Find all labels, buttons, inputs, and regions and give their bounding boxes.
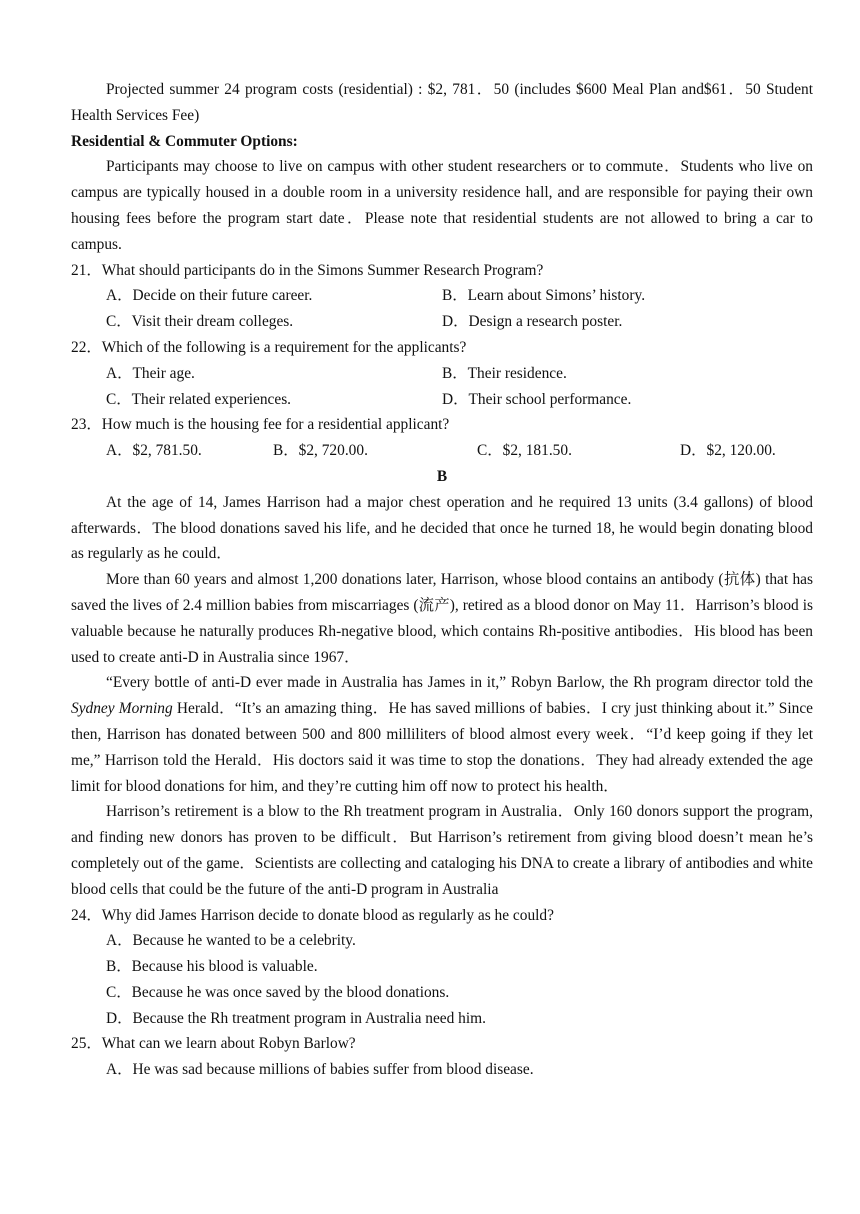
question-21-option-c: C．Visit their dream colleges.: [106, 313, 294, 331]
passage-b-paragraph-4: Harrison’s retirement is a blow to the Rh treatment program in Australia．Only 160 donors support the program, and finding new donors has proven to be difficult．But Harrison’s retirement from giving blood doesn’t mean he’s completely out of the game．Scientists are collecting and cataloging his DNA to create a library of antibodies and white blood cells that could be the future of the anti-D program in Australia: [71, 803, 813, 898]
program-cost-paragraph: Projected summer 24 program costs (residential) : $2, 781．50 (includes $600 Meal Plan and$61．50 Student Health Services Fee): [71, 81, 813, 124]
question-23-options-row: [71, 438, 813, 464]
question-24-option-a: A．Because he wanted to be a celebrity.: [106, 932, 356, 950]
question-22-option-d: D．Their school performance.: [442, 390, 632, 408]
residential-options-heading: Residential & Commuter Options:: [71, 132, 298, 150]
question-23-option-c: C．$2, 181.50.: [477, 442, 572, 460]
question-21-option-a: A．Decide on their future career.: [106, 287, 313, 305]
question-22-options-row-2: [71, 387, 813, 413]
section-b-label: B: [436, 467, 448, 485]
passage-b-paragraph-3: [71, 670, 813, 799]
question-23-option-a: A．$2, 781.50.: [106, 442, 202, 460]
paragraph-3-text-end: Herald．“It’s an amazing thing．He has saved millions of babies．I cry just thinking about it.” Since then, Harrison has donated between 500 and 800 milliliters of blood almost every week．“I’d keep going if they let me,” Harrison told the Herald．His doctors said it was time to stop the donations．They had already extended the age limit for blood donations for him, and they’re cutting him off now to protect his health．: [71, 700, 813, 795]
question-22-stem: 22．Which of the following is a requirement for the applicants?: [71, 338, 467, 356]
question-22-option-b: B．Their residence.: [442, 364, 567, 382]
question-21-options-row-2: [71, 309, 813, 335]
question-21-option-d: D．Design a research poster.: [442, 313, 623, 331]
question-23-option-d: D．$2, 120.00.: [680, 442, 776, 460]
question-23-stem: 23．How much is the housing fee for a residential applicant?: [71, 416, 450, 434]
question-25-option-a: A．He was sad because millions of babies suffer from blood disease.: [106, 1061, 534, 1079]
residential-options-paragraph: Participants may choose to live on campus with other student researchers or to commute．Students who live on campus are typically housed in a double room in a university residence hall, and are responsible for paying their own housing fees before the program start date．Please note that residential students are not allowed to bring a car to campus.: [71, 158, 813, 253]
question-24-option-b: B．Because his blood is valuable.: [106, 958, 318, 976]
question-21-options-row-1: [71, 283, 813, 309]
passage-b-paragraph-1: At the age of 14, James Harrison had a major chest operation and he required 13 units (3.4 gallons) of blood afterwards．The blood donations saved his life, and he decided that once he turned 18, he would begin donating blood as regularly as he could．: [71, 493, 813, 563]
question-22-option-a: A．Their age.: [106, 364, 195, 382]
question-24-option-d: D．Because the Rh treatment program in Australia need him.: [106, 1009, 486, 1027]
paragraph-3-text-start: “Every bottle of anti-D ever made in Australia has James in it,” Robyn Barlow, the Rh program director told the: [106, 674, 813, 692]
question-24-stem: 24．Why did James Harrison decide to donate blood as regularly as he could?: [71, 906, 554, 924]
question-21-option-b: B．Learn about Simons’ history.: [442, 287, 646, 305]
question-25-stem: 25．What can we learn about Robyn Barlow?: [71, 1035, 356, 1053]
question-23-option-b: B．$2, 720.00.: [273, 442, 368, 460]
question-24-option-c: C．Because he was once saved by the blood donations.: [106, 983, 450, 1001]
document-page: [71, 77, 813, 1083]
question-22-options-row-1: [71, 361, 813, 387]
newspaper-name-italic: Sydney Morning: [71, 700, 173, 718]
passage-b-paragraph-2: More than 60 years and almost 1,200 donations later, Harrison, whose blood contains an antibody (抗体) that has saved the lives of 2.4 million babies from miscarriages (流产), retired as a blood donor on May 11．Harrison’s blood is valuable because he naturally produces Rh-negative blood, which contains Rh-positive antibodies．His blood has been used to create anti-D in Australia since 1967．: [71, 571, 813, 666]
question-22-option-c: C．Their related experiences.: [106, 390, 292, 408]
question-21-stem: 21．What should participants do in the Simons Summer Research Program?: [71, 261, 544, 279]
